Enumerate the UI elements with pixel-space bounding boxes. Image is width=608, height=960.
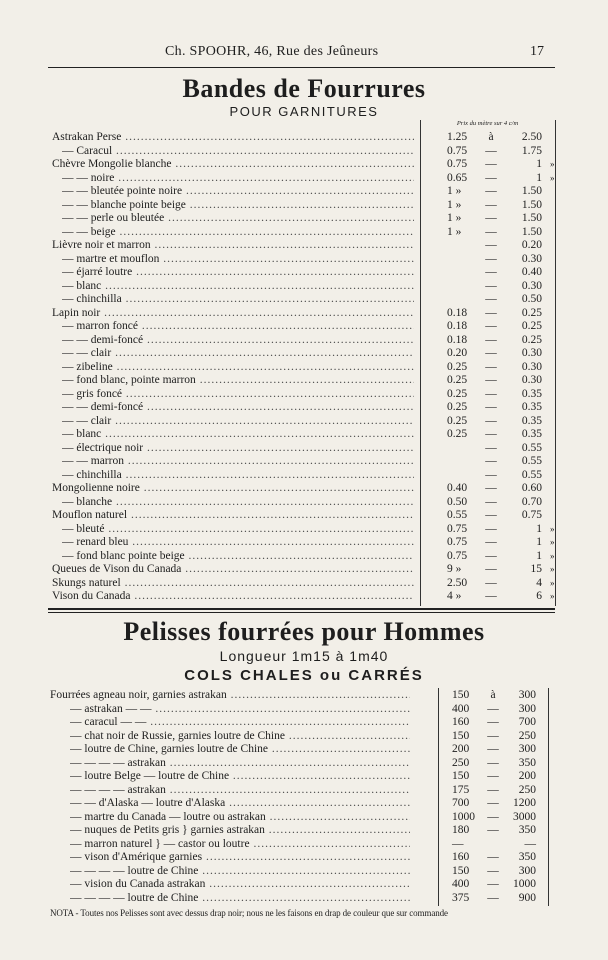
price-max: 0.20 bbox=[521, 239, 542, 251]
row-label: — caracul — — ..... bbox=[70, 716, 410, 730]
row-label: — vision du Canada astrakan ..... bbox=[70, 878, 410, 892]
price-min: 1 » bbox=[447, 212, 462, 224]
price-min: 1 » bbox=[447, 185, 462, 197]
section-divider bbox=[48, 608, 555, 610]
price-min: 160 bbox=[452, 716, 470, 728]
price-max: 250 bbox=[518, 783, 536, 796]
table-row bbox=[0, 401, 608, 415]
price-max: 0.40 bbox=[521, 266, 542, 278]
table-row bbox=[0, 784, 608, 798]
row-label: — électrique noir ..... bbox=[62, 442, 414, 456]
table-row bbox=[0, 482, 608, 496]
table-row bbox=[0, 811, 608, 825]
row-label: — — demi-foncé ..... bbox=[62, 401, 414, 415]
table-row bbox=[0, 550, 608, 564]
price-min: 700 bbox=[452, 797, 470, 809]
table-row bbox=[0, 770, 608, 784]
table-row bbox=[0, 730, 608, 744]
table-row bbox=[0, 878, 608, 892]
price-separator: — bbox=[485, 225, 497, 238]
price-min: 9 » bbox=[447, 563, 462, 575]
price-max: 1200 bbox=[513, 797, 536, 809]
table-row bbox=[0, 716, 608, 730]
table-row bbox=[0, 563, 608, 577]
row-label: — — bleutée pointe noire ..... bbox=[62, 185, 414, 199]
price-max: 1 bbox=[536, 522, 542, 535]
price-min: 0.18 bbox=[447, 333, 468, 346]
price-max: 1 bbox=[536, 536, 542, 548]
row-label: — vison d'Amérique garnies ..... bbox=[70, 851, 410, 865]
price-separator: — bbox=[485, 509, 497, 521]
price-min: 0.75 bbox=[447, 549, 468, 562]
price-max: 1.50 bbox=[521, 198, 542, 211]
table-row bbox=[0, 172, 608, 186]
price-separator: — bbox=[485, 374, 497, 386]
price-max: — bbox=[524, 837, 536, 850]
price-max: 300 bbox=[518, 689, 536, 701]
row-label: — martre et mouflon ..... bbox=[62, 253, 414, 267]
price-min: 0.40 bbox=[447, 482, 468, 494]
row-label: — chinchilla ..... bbox=[62, 293, 414, 307]
price-max: 1.50 bbox=[521, 185, 542, 197]
price-separator: — bbox=[485, 144, 497, 157]
row-label: — éjarré loutre ..... bbox=[62, 266, 414, 280]
price-suffix: » bbox=[550, 523, 555, 534]
row-label: — — demi-foncé ..... bbox=[62, 334, 414, 348]
price-max: 300 bbox=[518, 702, 536, 715]
row-label: — — d'Alaska — loutre d'Alaska ..... bbox=[70, 797, 410, 811]
price-separator: à bbox=[490, 689, 496, 701]
price-suffix: » bbox=[550, 172, 555, 183]
section2-cols-title: COLS CHALES ou CARRÉS bbox=[184, 667, 424, 684]
price-separator: — bbox=[485, 441, 497, 454]
price-max: 1.75 bbox=[521, 144, 542, 157]
price-max: 2.50 bbox=[521, 131, 542, 143]
price-max: 0.35 bbox=[521, 414, 542, 427]
row-label: — — — — loutre de Chine ..... bbox=[70, 892, 410, 906]
row-label: — renard bleu ..... bbox=[62, 536, 414, 550]
price-max: 0.30 bbox=[521, 347, 542, 359]
price-min: 0.25 bbox=[447, 414, 468, 427]
row-label: — martre du Canada — loutre ou astrakan ..... bbox=[70, 811, 410, 825]
table-row bbox=[0, 523, 608, 537]
price-min: 1000 bbox=[452, 810, 475, 823]
price-min: 150 bbox=[452, 864, 470, 877]
price-max: 0.55 bbox=[521, 468, 542, 481]
price-min: 0.25 bbox=[447, 428, 468, 440]
row-label: — — beige ..... bbox=[62, 226, 414, 240]
row-label: Chèvre Mongolie blanche ..... bbox=[52, 158, 414, 172]
row-label: — — noire ..... bbox=[62, 172, 414, 186]
price-min: 1 » bbox=[447, 225, 462, 238]
price-suffix: » bbox=[550, 159, 555, 169]
price-min: 1 » bbox=[447, 198, 462, 211]
row-label: Astrakan Perse ..... bbox=[52, 131, 414, 145]
row-label: — chinchilla ..... bbox=[62, 469, 414, 483]
section1-subtitle: POUR GARNITURES bbox=[229, 104, 379, 119]
table-row bbox=[0, 455, 608, 469]
price-min: 1.25 bbox=[447, 131, 468, 143]
price-max: 1.50 bbox=[521, 212, 542, 224]
price-separator: — bbox=[485, 414, 497, 427]
table-row bbox=[0, 496, 608, 510]
price-separator: — bbox=[487, 783, 499, 796]
price-min: 0.75 bbox=[447, 522, 468, 535]
header-rule bbox=[48, 67, 555, 68]
row-label: — astrakan — — ..... bbox=[70, 703, 410, 717]
section1-title: Bandes de Fourrures bbox=[182, 74, 426, 103]
section2-title: Pelisses fourrées pour Hommes bbox=[123, 617, 485, 646]
price-min: 0.75 bbox=[447, 144, 468, 157]
table-row bbox=[0, 253, 608, 267]
price-max: 1 bbox=[536, 549, 542, 562]
row-label: — marron foncé ..... bbox=[62, 320, 414, 334]
price-max: 350 bbox=[518, 756, 536, 769]
row-label: — loutre de Chine, garnies loutre de Chine ..... bbox=[70, 743, 410, 757]
price-max: 0.30 bbox=[521, 374, 542, 386]
row-label: — — perle ou bleutée ..... bbox=[62, 212, 414, 226]
price-max: 1 bbox=[536, 171, 542, 184]
nota-footnote: NOTA - Toutes nos Pelisses sont avec dessus drap noir; nous ne les faisons en drap de couleur que sur commande bbox=[50, 908, 448, 918]
table-row bbox=[0, 703, 608, 717]
price-separator: — bbox=[485, 482, 497, 494]
price-separator: — bbox=[485, 401, 497, 413]
price-max: 0.25 bbox=[521, 320, 542, 332]
table-row bbox=[0, 334, 608, 348]
price-max: 0.25 bbox=[521, 333, 542, 346]
row-label: Skungs naturel ..... bbox=[52, 577, 414, 591]
price-separator: — bbox=[487, 851, 499, 863]
price-min: 0.18 bbox=[447, 306, 468, 319]
price-max: 1000 bbox=[513, 878, 536, 890]
table-row bbox=[0, 239, 608, 253]
row-label: Lièvre noir et marron ..... bbox=[52, 239, 414, 253]
price-max: 300 bbox=[518, 743, 536, 755]
price-separator: — bbox=[485, 360, 497, 373]
price-separator: — bbox=[485, 563, 497, 575]
price-separator: — bbox=[485, 293, 497, 305]
price-separator: — bbox=[487, 810, 499, 823]
price-min: 180 bbox=[452, 824, 470, 836]
row-label: — gris foncé ..... bbox=[62, 388, 414, 402]
price-separator: — bbox=[485, 347, 497, 359]
price-min: 0.25 bbox=[447, 360, 468, 373]
price-min: 200 bbox=[452, 743, 470, 755]
price-separator: — bbox=[487, 743, 499, 755]
price-max: 0.50 bbox=[521, 293, 542, 305]
table-row bbox=[0, 320, 608, 334]
table-row bbox=[0, 131, 608, 145]
table-row bbox=[0, 293, 608, 307]
table-row bbox=[0, 509, 608, 523]
row-label: — — — — astrakan ..... bbox=[70, 784, 410, 798]
row-label: — blanc ..... bbox=[62, 428, 414, 442]
price-separator: — bbox=[487, 891, 499, 904]
row-label: — loutre Belge — loutre de Chine ..... bbox=[70, 770, 410, 784]
price-min: 400 bbox=[452, 878, 470, 890]
price-min: — bbox=[452, 837, 464, 850]
row-label: — — — — loutre de Chine ..... bbox=[70, 865, 410, 879]
price-max: 0.30 bbox=[521, 360, 542, 373]
price-max: 0.60 bbox=[521, 482, 542, 494]
page-header bbox=[0, 44, 608, 64]
price-min: 0.18 bbox=[447, 320, 468, 332]
price-separator: — bbox=[485, 212, 497, 224]
price-suffix: » bbox=[550, 564, 555, 574]
price-max: 300 bbox=[518, 864, 536, 877]
price-separator: — bbox=[485, 455, 497, 467]
price-min: 375 bbox=[452, 891, 470, 904]
price-separator: — bbox=[487, 878, 499, 890]
section-divider-thin bbox=[48, 612, 555, 613]
table-row bbox=[0, 185, 608, 199]
price-suffix: » bbox=[550, 550, 555, 561]
price-separator: — bbox=[487, 864, 499, 877]
price-max: 900 bbox=[518, 891, 536, 904]
price-max: 0.55 bbox=[521, 441, 542, 454]
row-label: — blanche ..... bbox=[62, 496, 414, 510]
price-column-header: Prix du mètre sur 4 c/m bbox=[456, 120, 519, 127]
price-separator: — bbox=[485, 428, 497, 440]
price-separator: — bbox=[487, 756, 499, 769]
price-min: 150 bbox=[452, 770, 470, 782]
price-max: 6 bbox=[536, 590, 542, 602]
price-separator: — bbox=[485, 320, 497, 332]
table-row bbox=[0, 577, 608, 591]
table-row bbox=[0, 361, 608, 375]
price-separator: — bbox=[485, 306, 497, 319]
table-row bbox=[0, 199, 608, 213]
table-row bbox=[0, 415, 608, 429]
price-separator: — bbox=[485, 590, 497, 602]
price-separator: — bbox=[487, 716, 499, 728]
price-max: 350 bbox=[518, 824, 536, 836]
table-row bbox=[0, 797, 608, 811]
row-label: — — — — astrakan ..... bbox=[70, 757, 410, 771]
price-min: 4 » bbox=[447, 590, 462, 602]
price-min: 2.50 bbox=[447, 576, 468, 589]
row-label: — bleuté ..... bbox=[62, 523, 414, 537]
price-separator: — bbox=[485, 266, 497, 278]
row-label: — — marron ..... bbox=[62, 455, 414, 469]
price-min: 400 bbox=[452, 702, 470, 715]
price-separator: à bbox=[488, 131, 494, 143]
price-separator: — bbox=[485, 536, 497, 548]
price-max: 4 bbox=[536, 576, 542, 589]
price-min: 0.25 bbox=[447, 374, 468, 386]
price-separator: — bbox=[487, 702, 499, 715]
price-min: 0.75 bbox=[447, 158, 468, 170]
table-row bbox=[0, 851, 608, 865]
table-row bbox=[0, 824, 608, 838]
table-row bbox=[0, 280, 608, 294]
price-separator: — bbox=[485, 239, 497, 251]
price-max: 0.75 bbox=[521, 509, 542, 521]
price-separator: — bbox=[485, 252, 497, 265]
price-separator: — bbox=[485, 522, 497, 535]
table-row bbox=[0, 145, 608, 159]
price-separator: — bbox=[485, 198, 497, 211]
table-row bbox=[0, 536, 608, 550]
table-row bbox=[0, 689, 608, 703]
price-separator: — bbox=[487, 770, 499, 782]
price-separator: — bbox=[485, 495, 497, 508]
row-label: Fourrées agneau noir, garnies astrakan ..... bbox=[50, 689, 410, 703]
table-row bbox=[0, 743, 608, 757]
price-separator: — bbox=[485, 158, 497, 170]
price-max: 0.35 bbox=[521, 428, 542, 440]
price-min: 0.25 bbox=[447, 401, 468, 413]
table-row bbox=[0, 469, 608, 483]
price-max: 0.30 bbox=[521, 279, 542, 292]
price-max: 250 bbox=[518, 729, 536, 742]
price-separator: — bbox=[485, 468, 497, 481]
table-row bbox=[0, 388, 608, 402]
row-label: — fond blanc, pointe marron ..... bbox=[62, 374, 414, 388]
price-max: 0.35 bbox=[521, 401, 542, 413]
table-row bbox=[0, 757, 608, 771]
table-row bbox=[0, 226, 608, 240]
row-label: Lapin noir ..... bbox=[52, 307, 414, 321]
price-separator: — bbox=[487, 797, 499, 809]
table-row bbox=[0, 307, 608, 321]
section2-subtitle: Longueur 1m15 à 1m40 bbox=[219, 648, 389, 664]
price-max: 350 bbox=[518, 851, 536, 863]
table-row bbox=[0, 158, 608, 172]
price-max: 15 bbox=[530, 563, 542, 575]
price-min: 160 bbox=[452, 851, 470, 863]
row-label: Mongolienne noire ..... bbox=[52, 482, 414, 496]
price-min: 250 bbox=[452, 756, 470, 769]
price-max: 700 bbox=[518, 716, 536, 728]
price-min: 0.75 bbox=[447, 536, 468, 548]
price-min: 0.55 bbox=[447, 509, 468, 521]
table-row bbox=[0, 428, 608, 442]
price-separator: — bbox=[485, 333, 497, 346]
table-row bbox=[0, 212, 608, 226]
price-separator: — bbox=[485, 576, 497, 589]
price-min: 0.50 bbox=[447, 495, 468, 508]
price-min: 150 bbox=[452, 729, 470, 742]
price-max: 1 bbox=[536, 158, 542, 170]
table-row bbox=[0, 266, 608, 280]
price-separator: — bbox=[485, 387, 497, 400]
price-separator: — bbox=[485, 185, 497, 197]
price-max: 1.50 bbox=[521, 225, 542, 238]
table-row bbox=[0, 892, 608, 906]
row-label: — blanc ..... bbox=[62, 280, 414, 294]
price-max: 0.70 bbox=[521, 495, 542, 508]
row-label: — chat noir de Russie, garnies loutre de Chine ..... bbox=[70, 730, 410, 744]
row-label: Vison du Canada ..... bbox=[52, 590, 414, 604]
price-separator: — bbox=[487, 824, 499, 836]
price-max: 0.30 bbox=[521, 252, 542, 265]
row-label: — — clair ..... bbox=[62, 347, 414, 361]
row-label: — marron naturel } — castor ou loutre ..... bbox=[70, 838, 410, 852]
price-min: 0.65 bbox=[447, 171, 468, 184]
row-label: — — clair ..... bbox=[62, 415, 414, 429]
page-number: 17 bbox=[530, 44, 544, 59]
row-label: — zibeline ..... bbox=[62, 361, 414, 375]
table-row bbox=[0, 865, 608, 879]
price-min: 0.20 bbox=[447, 347, 468, 359]
row-label: — nuques de Petits gris } garnies astrakan ..... bbox=[70, 824, 410, 838]
price-separator: — bbox=[485, 279, 497, 292]
table-row bbox=[0, 347, 608, 361]
price-separator: — bbox=[485, 171, 497, 184]
price-separator: — bbox=[485, 549, 497, 562]
price-max: 0.55 bbox=[521, 455, 542, 467]
row-label: Mouflon naturel ..... bbox=[52, 509, 414, 523]
price-max: 200 bbox=[518, 770, 536, 782]
price-suffix: » bbox=[550, 537, 555, 547]
header-title: Ch. SPOOHR, 46, Rue des Jeûneurs bbox=[165, 44, 379, 59]
price-min: 175 bbox=[452, 783, 470, 796]
row-label: — Caracul ..... bbox=[62, 145, 414, 159]
row-label: — fond blanc pointe beige ..... bbox=[62, 550, 414, 564]
price-suffix: » bbox=[550, 577, 555, 588]
table-row bbox=[0, 442, 608, 456]
price-max: 0.25 bbox=[521, 306, 542, 319]
price-separator: — bbox=[487, 729, 499, 742]
table-row bbox=[0, 838, 608, 852]
row-label: — — blanche pointe beige ..... bbox=[62, 199, 414, 213]
table-row bbox=[0, 590, 608, 604]
table-row bbox=[0, 374, 608, 388]
price-max: 0.35 bbox=[521, 387, 542, 400]
price-suffix: » bbox=[550, 591, 555, 601]
price-min: 0.25 bbox=[447, 387, 468, 400]
row-label: Queues de Vison du Canada ..... bbox=[52, 563, 414, 577]
price-max: 3000 bbox=[513, 810, 536, 823]
price-min: 150 bbox=[452, 689, 470, 701]
